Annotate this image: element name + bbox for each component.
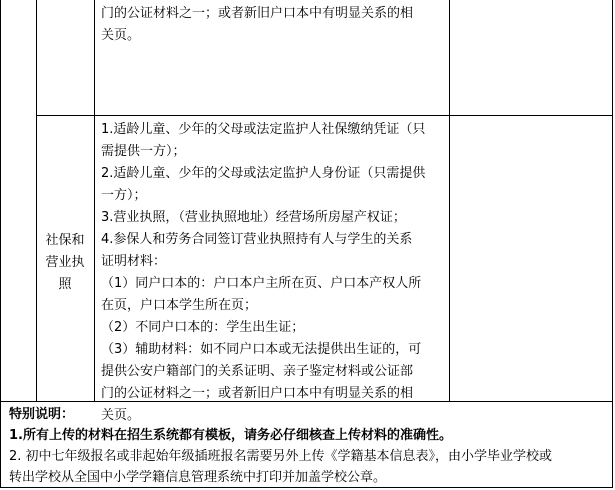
- text-line: （2）不同户口本的：学生出生证；: [101, 320, 305, 335]
- table-border-left: [0, 0, 1, 488]
- text-line: （1）同户口本的：户口本户主所在页、户口本产权人所: [101, 276, 422, 291]
- text-line: 在页，户口本学生所在页；: [101, 298, 258, 313]
- column-divider-2: [94, 0, 95, 402]
- notes-item-2-line-1: 2. 初中七年级报名或非起始年级插班报名需要另外上传《学籍基本信息表》，由小学毕业学校或: [9, 449, 553, 464]
- table-border-right: [612, 0, 613, 488]
- text-line: 门的公证材料之一；或者新旧户口本中有明显关系的相: [101, 386, 414, 401]
- text-line: 一方）；: [101, 188, 147, 203]
- notes-item-1: 1.所有上传的材料在招生系统都有模板，请务必仔细核查上传材料的准确性。: [9, 428, 452, 443]
- requirements-cell-social-insurance: [101, 119, 425, 427]
- text-line: 关页。: [101, 408, 141, 423]
- notes-item-2-line-2: 转出学校从全国中小学学籍信息管理系统中打印并加盖学校公章。: [9, 470, 387, 485]
- text-line: 2.适龄儿童、少年的父母或法定监护人身份证（只需提供: [101, 166, 426, 181]
- special-notes: [9, 404, 609, 488]
- text-line: 门的公证材料之一；或者新旧户口本中有明显关系的相: [101, 6, 414, 21]
- requirements-cell-top: [101, 3, 413, 47]
- text-line: 需提供一方）；: [101, 144, 186, 159]
- category-label-social-insurance: 社保和 营业执 照: [45, 233, 85, 292]
- notes-heading: 特别说明：: [9, 407, 75, 422]
- text-line: 证明材料：: [101, 254, 167, 269]
- text-line: 4.参保人和劳务合同签订营业执照持有人与学生的关系: [101, 232, 413, 247]
- column-divider-3: [449, 0, 450, 402]
- text-line: 3.营业执照，（营业执照地址）经营场所房屋产权证；: [101, 210, 406, 225]
- text-line: （3）辅助材料：如不同户口本或无法提供出生证的，可: [101, 342, 422, 357]
- text-line: 提供公安户籍部门的关系证明、亲子鉴定材料或公证部: [101, 364, 414, 379]
- row-divider-1: [36, 115, 613, 116]
- text-line: 1.适龄儿童、少年的父母或法定监护人社保缴纳凭证（只: [101, 122, 426, 137]
- column-divider-1: [36, 0, 37, 402]
- text-line: 关页。: [101, 28, 141, 43]
